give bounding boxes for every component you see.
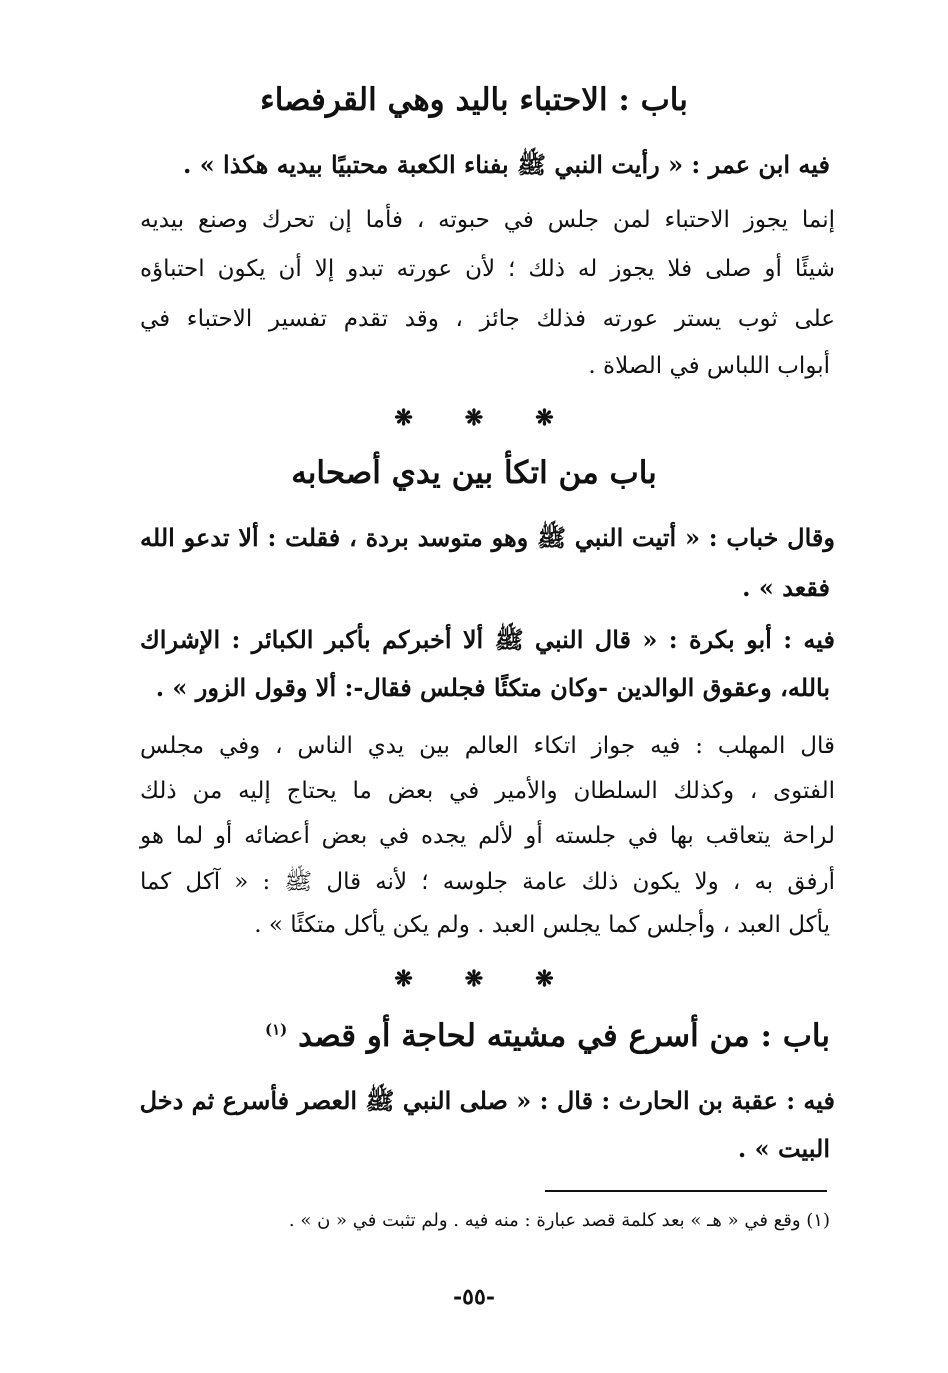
- section-heading: باب : الاحتباء باليد وهي القرفصاء: [260, 82, 688, 118]
- footnote-marker: (١): [265, 1020, 288, 1039]
- section-heading: [265, 1018, 830, 1054]
- commentary-line: أرفق به ، ولا يكون ذلك عامة جلوسه ؛ لأنه قال ﷺ : « آكل كما: [140, 869, 835, 895]
- commentary-line: إنما يجوز الاحتباء لمن جلس في حبوته ، فأما إن تحرك وصنع بيديه: [140, 207, 835, 233]
- star-ornament: ❋: [394, 405, 413, 431]
- commentary-line: لراحة يتعاقب بها في جلسته أو لألم يجده في بعض أعضائه أو لما هو: [140, 823, 835, 849]
- section-separator: [0, 966, 948, 992]
- page-number: -٥٥-: [453, 1284, 495, 1310]
- commentary-line: أبواب اللباس في الصلاة .: [588, 353, 830, 379]
- hadith-line: وقال خباب : « أتيت النبي ﷺ وهو متوسد بردة ، فقلت : ألا تدعو الله: [140, 523, 835, 552]
- star-ornament: ❋: [535, 966, 554, 992]
- hadith-line: فيه : أبو بكرة : « قال النبي ﷺ ألا أخبركم بأكبر الكبائر : الإشراك: [140, 625, 835, 654]
- hadith-line: بالله، وعقوق الوالدين -وكان متكئًا فجلس فقال-: ألا وقول الزور » .: [155, 673, 830, 702]
- star-ornament: ❋: [464, 405, 484, 431]
- section-heading: باب من اتكأ بين يدي أصحابه: [291, 455, 657, 491]
- footnote: (١) وقع في « هـ » بعد كلمة قصد عبارة : منه فيه . ولم تثبت في « ن » .: [288, 1210, 830, 1231]
- star-ornament: ❋: [394, 966, 413, 992]
- commentary-line: الفتوى ، وكذلك السلطان والأمير في بعض ما يحتاج إليه من ذلك: [140, 778, 835, 804]
- hadith-line: البيت » .: [737, 1134, 830, 1163]
- star-ornament: ❋: [535, 405, 554, 431]
- section-separator: [0, 405, 948, 431]
- star-ornament: ❋: [464, 966, 484, 992]
- commentary-line: يأكل العبد ، وأجلس كما يجلس العبد . ولم يكن يأكل متكئًا » .: [254, 912, 830, 938]
- hadith-line: فيه : عقبة بن الحارث : قال : « صلى النبي ﷺ العصر فأسرع ثم دخل: [139, 1086, 835, 1115]
- footnote-rule: [545, 1190, 827, 1192]
- commentary-line: شيئًا أو صلى فلا يجوز له ذلك ؛ لأن عورته تبدو إلا أن يكون احتباؤه: [140, 256, 835, 282]
- commentary-line: على ثوب يستر عورته فذلك جائز ، وقد تقدم تفسير الاحتباء في: [140, 306, 835, 332]
- hadith-line: فقعد » .: [742, 573, 830, 602]
- hadith-line: فيه ابن عمر : « رأيت النبي ﷺ بفناء الكعبة محتبيًا بيديه هكذا » .: [182, 150, 830, 179]
- commentary-line: قال المهلب : فيه جواز اتكاء العالم بين يدي الناس ، وفي مجلس: [140, 733, 835, 759]
- heading-text: باب : من أسرع في مشيته لحاجة أو قصد: [298, 1018, 830, 1054]
